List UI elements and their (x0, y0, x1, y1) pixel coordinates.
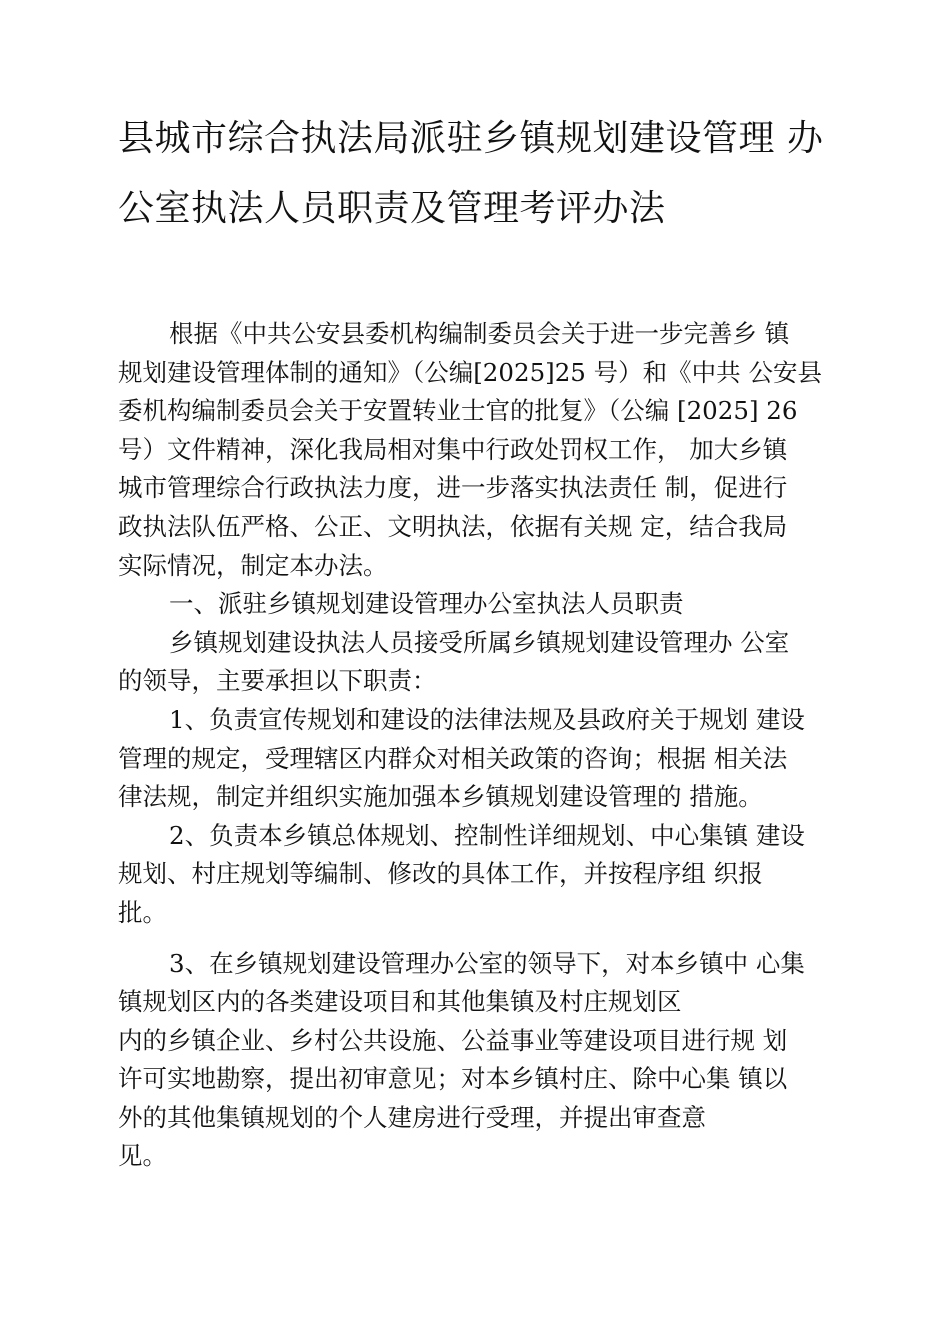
title-line: 公室执法人员职责及管理考评办法 (118, 188, 666, 229)
body-line: 外的其他集镇规划的个人建房进行受理，并提出审查意 (118, 1102, 706, 1132)
body-line: 规划、村庄规划等编制、修改的具体工作，并按程序组 织报 (118, 859, 763, 889)
document-title (118, 104, 858, 244)
section-heading: 一、派驻乡镇规划建设管理办公室执法人员职责 (169, 589, 684, 619)
body-line: 规划建设管理体制的通知》（公编[2025]25 号）和《中共 公安县 (118, 357, 822, 387)
body-line: 许可实地勘察，提出初审意见；对本乡镇村庄、除中心集 镇以 (118, 1064, 788, 1094)
body-line: 城市管理综合行政执法力度，进一步落实执法责任 制，促进行 (118, 473, 788, 503)
body-line: 律法规，制定并组织实施加强本乡镇规划建设管理的 措施。 (118, 782, 763, 812)
document-body (118, 315, 853, 1176)
body-line: 批。 (118, 897, 167, 927)
body-line: 根据《中共公安县委机构编制委员会关于进一步完善乡 镇 (169, 319, 790, 348)
body-line: 管理的规定，受理辖区内群众对相关政策的咨询；根据 相关法 (118, 743, 788, 773)
body-line: 1、负责宣传规划和建设的法律法规及县政府关于规划 建设 (169, 704, 805, 734)
body-line: 2、负责本乡镇总体规划、控制性详细规划、中心集镇 建设 (169, 820, 805, 850)
body-line: 实际情况，制定本办法。 (118, 550, 388, 580)
body-line: 镇规划区内的各类建设项目和其他集镇及村庄规划区 (118, 987, 682, 1017)
body-line: 委机构编制委员会关于安置转业士官的批复》（公编 [2025] 26 (118, 396, 798, 426)
body-line: 见。 (118, 1141, 167, 1171)
body-line: 乡镇规划建设执法人员接受所属乡镇规划建设管理办 公室 (169, 627, 790, 657)
body-line: 号）文件精神，深化我局相对集中行政处罚权工作， 加大乡镇 (118, 434, 788, 464)
title-line: 县城市综合执法局派驻乡镇规划建设管理 办 (118, 118, 824, 159)
body-line: 内的乡镇企业、乡村公共设施、公益事业等建设项目进行规 划 (118, 1025, 788, 1055)
body-line: 3、在乡镇规划建设管理办公室的领导下，对本乡镇中 心集 (169, 948, 805, 978)
body-line: 的领导，主要承担以下职责： (118, 666, 437, 696)
body-line: 政执法队伍严格、公正、文明执法，依据有关规 定，结合我局 (118, 511, 788, 541)
